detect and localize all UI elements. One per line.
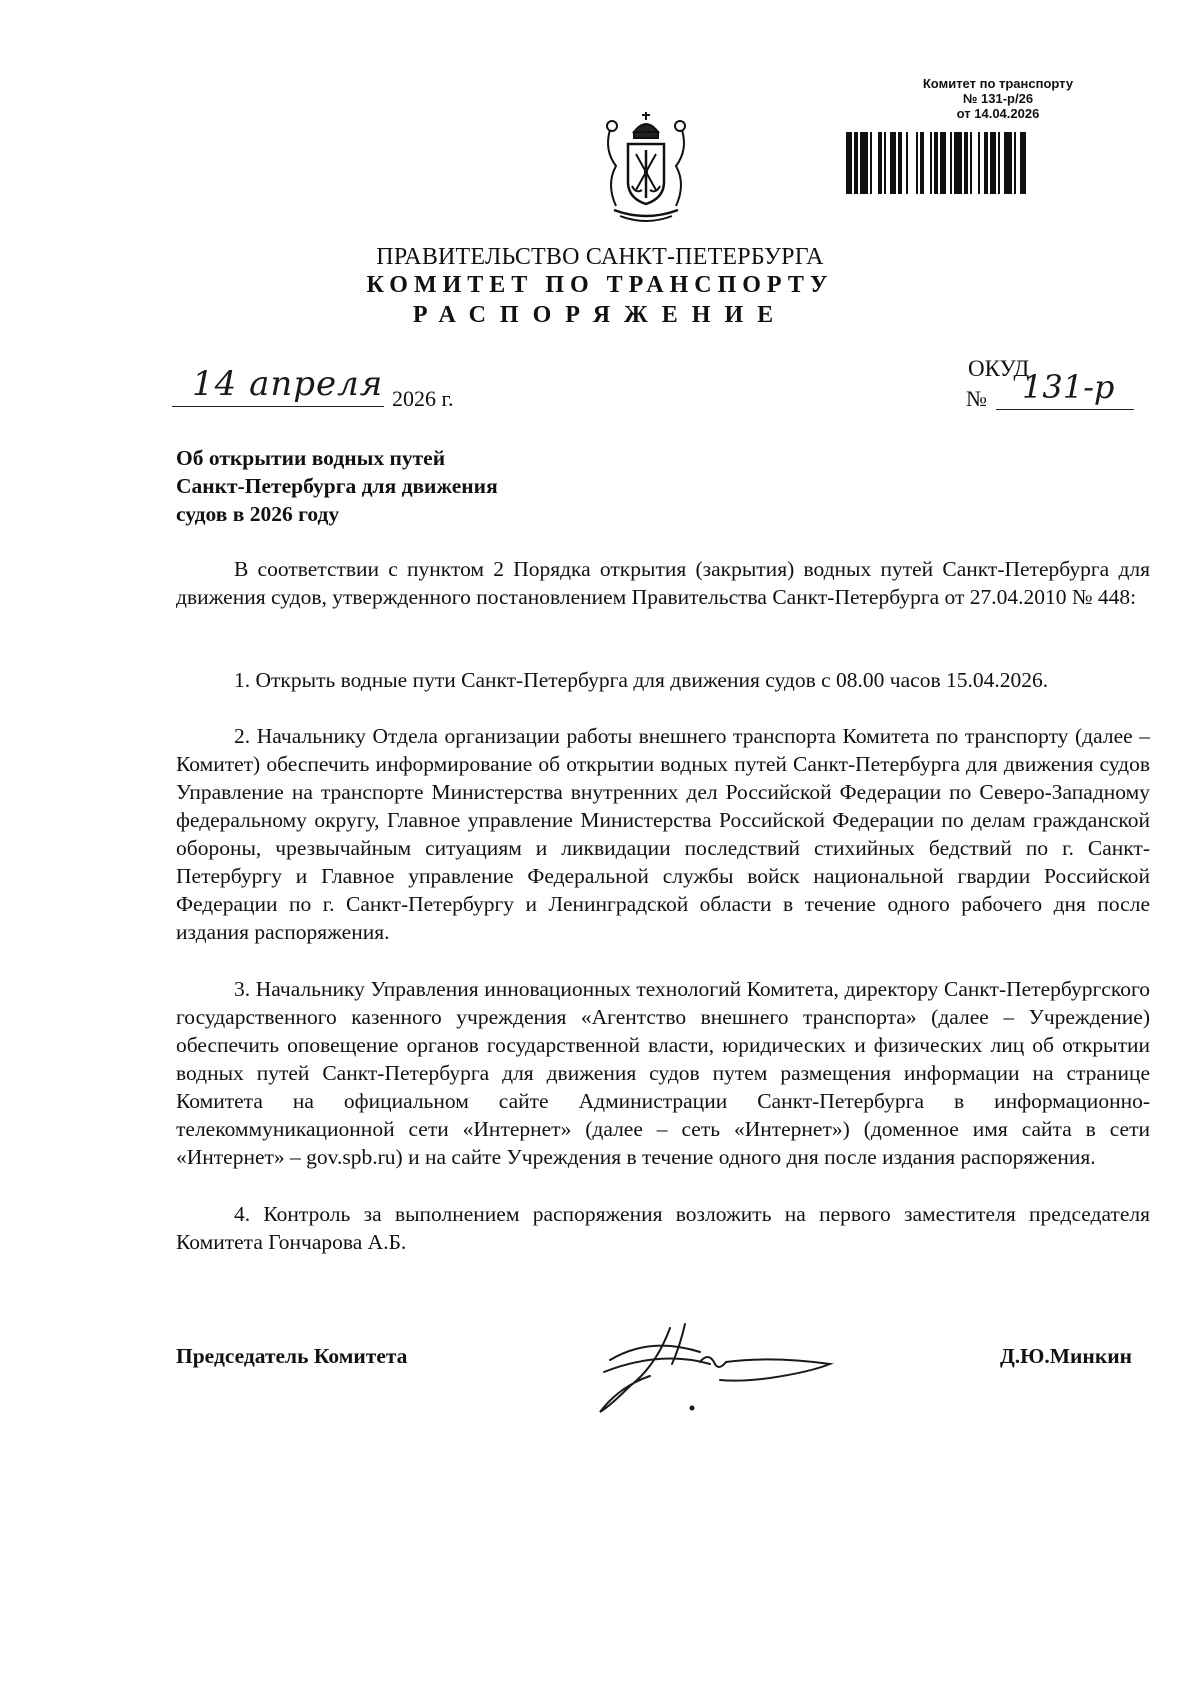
- item-4-paragraph: [176, 1200, 1150, 1256]
- handwritten-signature: [590, 1316, 850, 1426]
- barcode-bar: [1020, 132, 1026, 194]
- registration-stamp: [838, 76, 1158, 121]
- barcode-bar: [846, 132, 852, 194]
- barcode-bar: [964, 132, 968, 194]
- number-sign: №: [966, 386, 987, 411]
- barcode-bar: [916, 132, 918, 194]
- barcode-bar: [870, 132, 872, 194]
- document-subject: [176, 444, 596, 528]
- government-name: ПРАВИТЕЛЬСТВО САНКТ-ПЕТЕРБУРГА: [376, 244, 824, 270]
- barcode-bar: [990, 132, 996, 194]
- barcode-bar: [878, 132, 882, 194]
- coat-of-arms-icon: [600, 110, 692, 228]
- barcode-bar: [906, 132, 908, 194]
- committee-name: КОМИТЕТ ПО ТРАНСПОРТУ: [366, 272, 834, 298]
- barcode-bar: [940, 132, 946, 194]
- barcode-bar: [920, 132, 924, 194]
- barcode-bar: [884, 132, 886, 194]
- document-type: РАСПОРЯЖЕНИЕ: [412, 302, 788, 328]
- subject-line: Санкт-Петербурга для движения: [176, 474, 498, 498]
- okud-label: ОКУД: [968, 356, 1030, 381]
- barcode: [846, 132, 1142, 194]
- item-2-text: 2. Начальнику Отдела организации работы внешнего транспорта Комитета по транспорту (далее – Комитет) обеспечить информирование об открытии водных путей Санкт-Петербурга для движения судов Управление на транспорте Министерства внутренних дел Российской Федерации по Северо-Западному федеральному округу, Главное управление Министерства Российской Федерации по делам гражданской обороны, чрезвычайным ситуациям и ликвидации последствий стихийных бедствий по г. Санкт-Петербургу и Главное управление Федеральной службы войск национальной гвардии Российской Федерации по г. Санкт-Петербургу и Ленинградской области в течение одного рабочего дня после издания распоряжения.: [176, 724, 1150, 944]
- barcode-bar: [998, 132, 1000, 194]
- barcode-bar: [898, 132, 902, 194]
- item-3-paragraph: [176, 975, 1150, 1171]
- number-underline: [996, 409, 1134, 410]
- barcode-bar: [1014, 132, 1016, 194]
- date-underline: [172, 406, 384, 407]
- item-1-text: 1. Открыть водные пути Санкт-Петербурга для движения судов с 08.00 часов 15.04.2026.: [234, 668, 1049, 692]
- barcode-bar: [860, 132, 868, 194]
- signatory-title: Председатель Комитета: [176, 1344, 408, 1368]
- signatory-name: Д.Ю.Минкин: [1000, 1344, 1132, 1368]
- number-handwritten: 131-р: [1022, 368, 1115, 406]
- intro-text: В соответствии с пунктом 2 Порядка открытия (закрытия) водных путей Санкт-Петербурга для движения судов, утвержденного постановлением Правительства Санкт-Петербурга от 27.04.2010 № 448:: [176, 557, 1150, 609]
- barcode-bar: [934, 132, 938, 194]
- barcode-bar: [984, 132, 988, 194]
- barcode-bar: [950, 132, 952, 194]
- date-year: 2026 г.: [392, 386, 454, 411]
- barcode-bar: [978, 132, 980, 194]
- stamp-line-committee: Комитет по транспорту: [922, 76, 1074, 91]
- barcode-bar: [890, 132, 896, 194]
- stamp-line-number: № 131-р/26: [962, 91, 1034, 106]
- subject-line: Об открытии водных путей: [176, 446, 446, 470]
- item-2-paragraph: [176, 722, 1150, 946]
- subject-line: судов в 2026 году: [176, 502, 340, 526]
- item-3-text: 3. Начальнику Управления инновационных технологий Комитета, директору Санкт-Петербургского государственного казенного учреждения «Агентство внешнего транспорта» (далее – Учреждение) обеспечить оповещение органов государственной власти, юридических и физических лиц об открытии водных путей Санкт-Петербурга для движения судов путем размещения информации на странице Комитета на официальном сайте Администрации Санкт-Петербурга в информационно-телекоммуникационной сети «Интернет» (далее – сеть «Интернет») (доменное имя сайта в сети «Интернет» – gov.spb.ru) и на сайте Учреждения в течение одного дня после издания распоряжения.: [176, 977, 1150, 1169]
- barcode-bar: [954, 132, 962, 194]
- barcode-bar: [854, 132, 858, 194]
- barcode-bar: [1004, 132, 1012, 194]
- item-4-text: 4. Контроль за выполнением распоряжения возложить на первого заместителя председателя Комитета Гончарова А.Б.: [176, 1202, 1150, 1254]
- barcode-bar: [930, 132, 932, 194]
- date-handwritten: 14 апреля: [192, 364, 384, 404]
- intro-paragraph: [176, 555, 1150, 611]
- stamp-line-date: от 14.04.2026: [956, 106, 1040, 121]
- barcode-bar: [970, 132, 972, 194]
- item-1-paragraph: [176, 666, 1150, 694]
